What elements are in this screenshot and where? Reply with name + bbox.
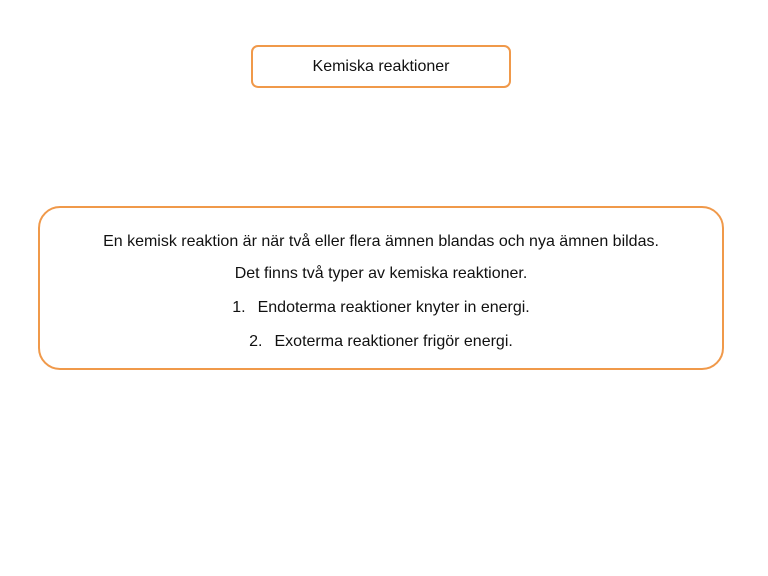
intro-text: En kemisk reaktion är när två eller flera ämnen blandas och nya ämnen bildas.: [103, 233, 659, 250]
title-box: [251, 45, 511, 88]
list-item-text: Exoterma reaktioner frigör energi.: [274, 333, 513, 350]
list-item-number: 1.: [232, 299, 246, 316]
list-item-number: 2.: [249, 333, 263, 350]
types-intro-text: Det finns två typer av kemiska reaktioner.: [234, 265, 528, 282]
list-item-text: Endoterma reaktioner knyter in energi.: [257, 299, 530, 316]
content-box: [38, 206, 724, 370]
slide-title: Kemiska reaktioner: [312, 57, 450, 75]
list-item: [40, 332, 722, 352]
list-item: [40, 298, 722, 318]
